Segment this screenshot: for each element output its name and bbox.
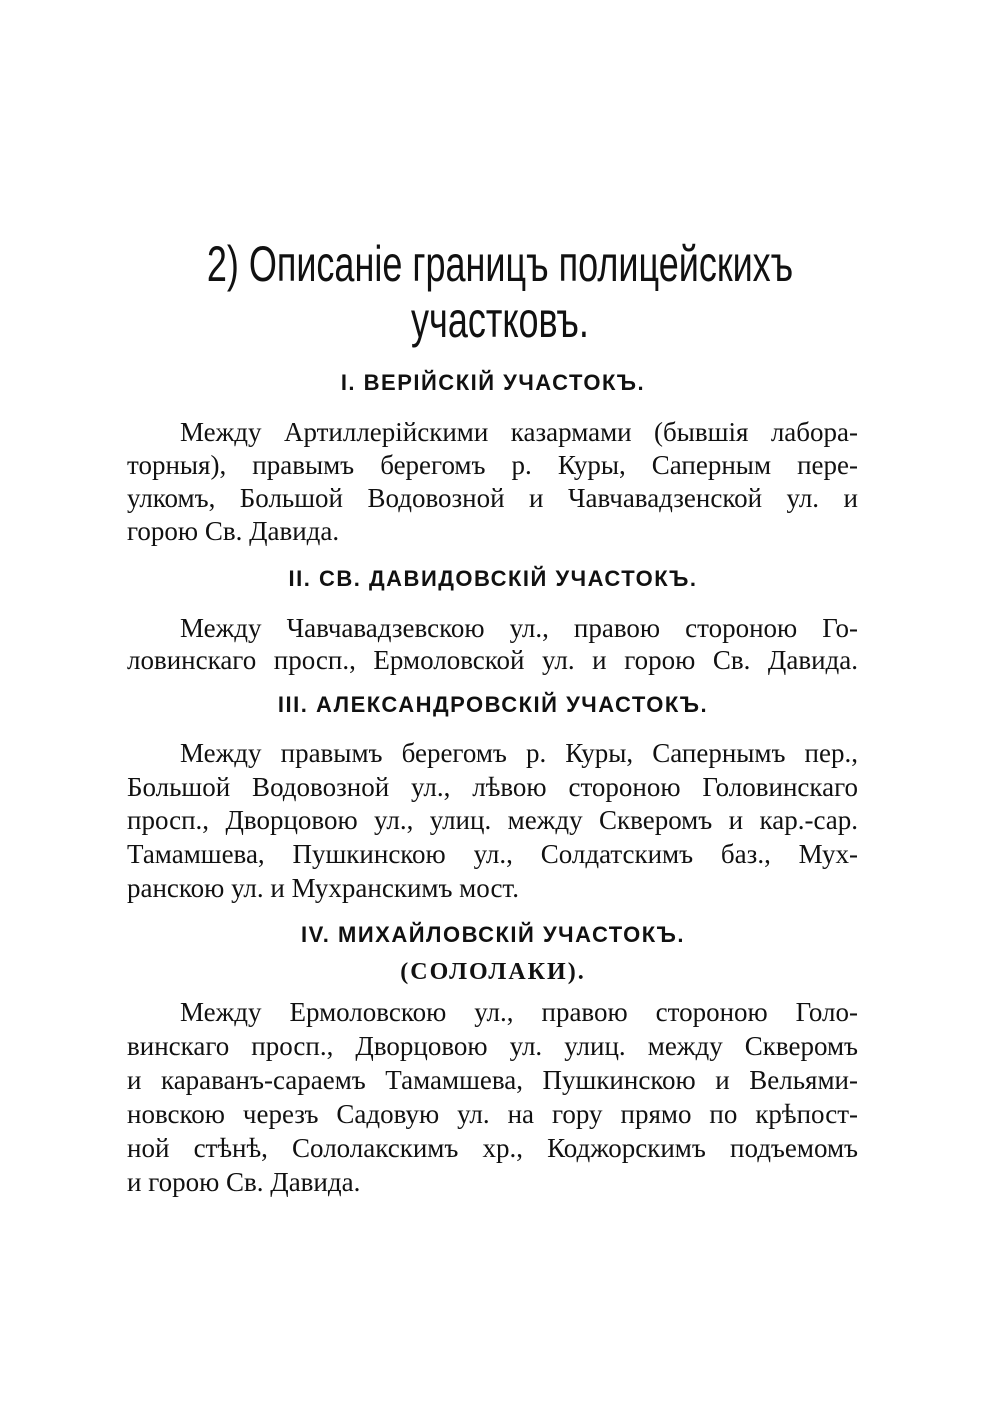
section-4-heading: IV. МИХАЙЛОВСКІЙ УЧАСТОКЪ. [301, 922, 685, 947]
section-1-text-line: торныя), правымъ берегомъ р. Куры, Саперным пере- [127, 450, 858, 480]
section-3-text-line: ранскою ул. и Мухранскимъ мост. [127, 873, 519, 903]
section-1-text-line: Между Артиллерійскими казармами (бывшія лабора- [180, 417, 858, 447]
section-3-text-line: Между правымъ берегомъ р. Куры, Сапернымъ пер., [180, 738, 858, 768]
section-1-text-line: улкомъ, Большой Водовозной и Чавчавадзенской ул. и [127, 483, 858, 513]
page-title-line-1: 2) Описаніе границъ полицейскихъ [206, 236, 794, 292]
section-3-heading: III. АЛЕКСАНДРОВСКІЙ УЧАСТОКЪ. [277, 692, 709, 717]
section-4-text-line: винскаго просп., Дворцовою ул. улиц. между Скверомъ [127, 1031, 858, 1061]
section-2-text-line: ловинскаго просп., Ермоловской ул. и горою Св. Давида. [127, 645, 858, 675]
section-1-heading: I. ВЕРІЙСКІЙ УЧАСТОКЪ. [340, 370, 646, 395]
section-3-text-line: просп., Дворцовою ул., улиц. между Скверомъ и кар.-сар. [127, 805, 858, 835]
page-title-line-2: участковъ. [411, 292, 589, 348]
section-4-subheading: (СОЛОЛАКИ). [400, 959, 586, 985]
section-4-text-line: новскою черезъ Садовую ул. на гору прямо по крѣпост- [127, 1099, 858, 1129]
section-2-heading: II. СВ. ДАВИДОВСКІЙ УЧАСТОКЪ. [288, 566, 698, 591]
section-2-text-line: Между Чавчавадзевскою ул., правою стороною Го- [180, 613, 858, 643]
section-1-text-line: горою Св. Давида. [127, 516, 340, 546]
section-4-text-line: ной стѣнѣ, Сололакскимъ хр., Коджорскимъ подъемомъ [127, 1133, 858, 1163]
section-3-text-line: Большой Водовозной ул., лѣвою стороною Головинскаго [127, 772, 858, 802]
section-4-text-line: Между Ермоловскою ул., правою стороною Голо- [180, 997, 858, 1027]
section-3-text-line: Тамамшева, Пушкинскою ул., Солдатскимъ баз., Мух- [127, 839, 858, 869]
section-4-text-line: и караванъ-сараемъ Тамамшева, Пушкинскою и Вельями- [127, 1065, 858, 1095]
section-4-text-line: и горою Св. Давида. [127, 1167, 361, 1197]
